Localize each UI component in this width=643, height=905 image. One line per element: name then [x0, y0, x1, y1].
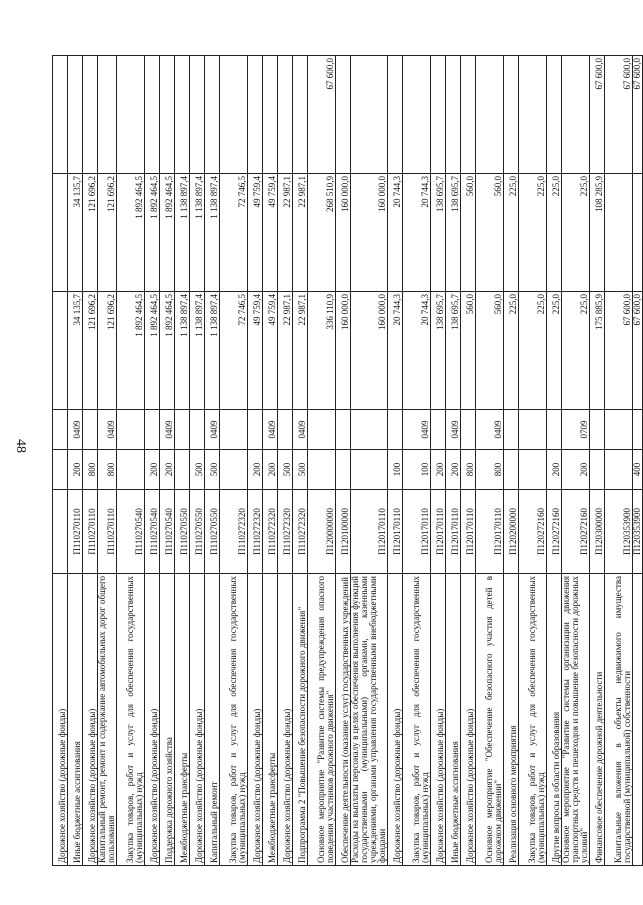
row-name-cell: Закупка товаров, работ и услуг для обеспечения государственных (муниципальных) нужд	[403, 574, 431, 866]
expense-type-cell: 800	[98, 450, 117, 490]
total-amount-cell: 121 696,2	[83, 292, 98, 410]
amount-col3-cell	[476, 56, 504, 174]
expense-type-cell	[590, 450, 605, 490]
section-code-cell	[461, 410, 476, 450]
total-amount-cell: 22 987,1	[278, 292, 293, 410]
target-article-cell: П110270550	[190, 490, 205, 574]
total-amount-cell: 1 892 464,5	[117, 292, 145, 410]
budget-table	[52, 55, 643, 866]
target-article-cell: П120170110	[403, 490, 431, 574]
table-row	[220, 56, 248, 866]
target-article-cell: П120353900	[605, 490, 633, 574]
table-row	[547, 56, 562, 866]
expense-type-cell: 500	[205, 450, 220, 490]
amount-col3-cell	[388, 56, 403, 174]
total-amount-cell: 225,0	[547, 292, 562, 410]
target-article-cell: П110272320	[263, 490, 278, 574]
amount-col2-cell: 20 744,3	[403, 174, 431, 292]
row-name-cell: Расходы на выплаты персоналу в целях обеспечения выполнения функций государственными (муниципальными) органами, казенными учреждениями, органами управления государственными внебюджетными фондами	[351, 574, 388, 866]
expense-type-cell: 500	[293, 450, 308, 490]
amount-col2-cell: 72 746,5	[220, 174, 248, 292]
expense-type-cell	[351, 450, 388, 490]
target-article-cell: П110272320	[248, 490, 263, 574]
amount-col2-cell: 20 744,3	[388, 174, 403, 292]
table-row	[605, 56, 633, 866]
row-name-cell: Поддержка дорожного хозяйства	[160, 574, 175, 866]
total-amount-cell: 1 892 464,5	[160, 292, 175, 410]
target-article-cell: П110270540	[145, 490, 160, 574]
section-code-cell: 0709	[562, 410, 590, 450]
amount-col3-cell	[83, 56, 98, 174]
table-row	[83, 56, 98, 866]
table-row	[476, 56, 504, 866]
expense-type-cell: 200	[263, 450, 278, 490]
target-article-cell: П120272160	[547, 490, 562, 574]
expense-type-cell: 200	[547, 450, 562, 490]
amount-col2-cell	[605, 174, 633, 292]
row-name-cell: Капитальный ремонт, ремонт и содержание автомобильных дорог общего пользования	[98, 574, 117, 866]
row-name-cell: Закупка товаров, работ и услуг для обеспечения государственных (муниципальных) нужд	[220, 574, 248, 866]
expense-type-cell	[605, 450, 633, 490]
amount-col2-cell	[53, 174, 68, 292]
amount-col3-cell	[98, 56, 117, 174]
amount-col2-cell: 1 138 897,4	[175, 174, 190, 292]
amount-col2-cell: 1 138 897,4	[205, 174, 220, 292]
table-row	[160, 56, 175, 866]
table-row	[98, 56, 117, 866]
expense-type-cell	[53, 450, 68, 490]
table-row	[205, 56, 220, 866]
total-amount-cell: 160 000,0	[336, 292, 351, 410]
expense-type-cell	[308, 450, 336, 490]
row-name-cell: Капитальные вложения в объекты недвижимого имущества государственной (муниципальной) собственности	[605, 574, 633, 866]
amount-col2-cell: 225,0	[547, 174, 562, 292]
row-name-cell: Реализация основного мероприятия	[504, 574, 519, 866]
target-article-cell: П110270540	[117, 490, 145, 574]
target-article-cell: П110270110	[98, 490, 117, 574]
total-amount-cell: 67 600,0	[633, 292, 643, 410]
section-code-cell	[117, 410, 145, 450]
target-article-cell: П110270550	[205, 490, 220, 574]
total-amount-cell: 34 135,7	[68, 292, 83, 410]
expense-type-cell: 200	[145, 450, 160, 490]
table-row	[53, 56, 68, 866]
expense-type-cell: 200	[248, 450, 263, 490]
section-code-cell: 0409	[160, 410, 175, 450]
amount-col3-cell	[446, 56, 461, 174]
target-article-cell: П110272320	[278, 490, 293, 574]
total-amount-cell: 67 600,0	[605, 292, 633, 410]
target-article-cell: П120200000	[504, 490, 519, 574]
row-name-cell: Финансовое обеспечение дорожной деятельности	[590, 574, 605, 866]
total-amount-cell: 1 138 897,4	[190, 292, 205, 410]
expense-type-cell: 100	[388, 450, 403, 490]
section-code-cell: 0409	[205, 410, 220, 450]
row-name-cell: Дорожное хозяйство (дорожные фонды)	[190, 574, 205, 866]
section-code-cell: 0409	[403, 410, 431, 450]
section-code-cell: 0409	[263, 410, 278, 450]
table-row	[278, 56, 293, 866]
table-row	[293, 56, 308, 866]
total-amount-cell: 138 695,7	[431, 292, 446, 410]
section-code-cell	[504, 410, 519, 450]
table-row	[175, 56, 190, 866]
row-name-cell: Обеспечение деятельности (оказание услуг) государственных учреждений	[336, 574, 351, 866]
total-amount-cell: 49 759,4	[248, 292, 263, 410]
row-name-cell: Дорожное хозяйство (дорожные фонды)	[248, 574, 263, 866]
expense-type-cell: 500	[278, 450, 293, 490]
section-code-cell: 0409	[293, 410, 308, 450]
target-article-cell: П120272160	[562, 490, 590, 574]
expense-type-cell: 200	[431, 450, 446, 490]
table-row	[446, 56, 461, 866]
table-row	[431, 56, 446, 866]
expense-type-cell: 200	[160, 450, 175, 490]
row-name-cell: Дорожное хозяйство (дорожные фонды)	[461, 574, 476, 866]
section-code-cell	[175, 410, 190, 450]
total-amount-cell: 121 696,2	[98, 292, 117, 410]
section-code-cell	[145, 410, 160, 450]
expense-type-cell	[519, 450, 547, 490]
expense-type-cell	[336, 450, 351, 490]
table-row	[562, 56, 590, 866]
row-name-cell: Иные бюджетные ассигнования	[68, 574, 83, 866]
amount-col3-cell	[160, 56, 175, 174]
target-article-cell: П120170110	[461, 490, 476, 574]
amount-col2-cell: 160 000,0	[351, 174, 388, 292]
expense-type-cell: 100	[403, 450, 431, 490]
section-code-cell	[547, 410, 562, 450]
table-row	[403, 56, 431, 866]
table-body	[53, 56, 643, 866]
amount-col3-cell	[547, 56, 562, 174]
row-name-cell	[633, 574, 643, 866]
section-code-cell	[248, 410, 263, 450]
expense-type-cell: 200	[68, 450, 83, 490]
expense-type-cell: 800	[461, 450, 476, 490]
total-amount-cell	[53, 292, 68, 410]
amount-col2-cell: 108 285,9	[590, 174, 605, 292]
amount-col2-cell: 225,0	[504, 174, 519, 292]
total-amount-cell: 72 746,5	[220, 292, 248, 410]
amount-col3-cell	[220, 56, 248, 174]
row-name-cell: Закупка товаров, работ и услуг для обеспечения государственных (муниципальных) нужд	[519, 574, 547, 866]
row-name-cell: Основное мероприятие "Развитие системы предупреждения опасного поведения участников дорожного движения"	[308, 574, 336, 866]
expense-type-cell	[220, 450, 248, 490]
section-code-cell	[388, 410, 403, 450]
amount-col3-cell	[336, 56, 351, 174]
total-amount-cell: 138 695,7	[446, 292, 461, 410]
total-amount-cell: 560,0	[476, 292, 504, 410]
total-amount-cell: 1 138 897,4	[205, 292, 220, 410]
target-article-cell: П120300000	[590, 490, 605, 574]
expense-type-cell: 800	[83, 450, 98, 490]
section-code-cell	[308, 410, 336, 450]
amount-col3-cell	[145, 56, 160, 174]
row-name-cell: Дорожное хозяйство (дорожные фонды)	[145, 574, 160, 866]
row-name-cell: Дорожное хозяйство (дорожные фонды)	[388, 574, 403, 866]
amount-col2-cell: 268 510,9	[308, 174, 336, 292]
table-row	[190, 56, 205, 866]
amount-col3-cell	[53, 56, 68, 174]
total-amount-cell: 560,0	[461, 292, 476, 410]
table-row	[504, 56, 519, 866]
total-amount-cell: 336 110,9	[308, 292, 336, 410]
table-row	[68, 56, 83, 866]
table-row	[308, 56, 336, 866]
target-article-cell	[53, 490, 68, 574]
amount-col2-cell: 22 987,1	[293, 174, 308, 292]
section-code-cell	[190, 410, 205, 450]
table-row	[590, 56, 605, 866]
amount-col3-cell	[562, 56, 590, 174]
total-amount-cell: 160 000,0	[351, 292, 388, 410]
row-name-cell: Дорожное хозяйство (дорожные фонды)	[83, 574, 98, 866]
table-row	[633, 56, 643, 866]
target-article-cell: П120170110	[446, 490, 461, 574]
amount-col3-cell	[205, 56, 220, 174]
section-code-cell	[590, 410, 605, 450]
table-row	[248, 56, 263, 866]
target-article-cell: П110270550	[175, 490, 190, 574]
amount-col3-cell	[190, 56, 205, 174]
table-row	[461, 56, 476, 866]
amount-col2-cell: 34 135,7	[68, 174, 83, 292]
expense-type-cell: 500	[190, 450, 205, 490]
target-article-cell: П120170110	[351, 490, 388, 574]
amount-col3-cell	[117, 56, 145, 174]
row-name-cell: Закупка товаров, работ и услуг для обеспечения государственных (муниципальных) нужд	[117, 574, 145, 866]
table-row	[519, 56, 547, 866]
amount-col2-cell: 121 696,2	[83, 174, 98, 292]
target-article-cell: П120170110	[431, 490, 446, 574]
amount-col3-cell	[68, 56, 83, 174]
expense-type-cell: 200	[446, 450, 461, 490]
table-row	[117, 56, 145, 866]
amount-col3-cell	[351, 56, 388, 174]
amount-col3-cell	[519, 56, 547, 174]
total-amount-cell: 225,0	[504, 292, 519, 410]
total-amount-cell: 1 138 897,4	[175, 292, 190, 410]
row-name-cell: Подпрограмма 2 "Повышение безопасности дорожного движения"	[293, 574, 308, 866]
section-code-cell	[351, 410, 388, 450]
amount-col2-cell: 160 000,0	[336, 174, 351, 292]
row-name-cell: Капитальный ремонт	[205, 574, 220, 866]
target-article-cell: П120170110	[388, 490, 403, 574]
amount-col2-cell: 560,0	[476, 174, 504, 292]
amount-col2-cell: 138 695,7	[446, 174, 461, 292]
expense-type-cell	[504, 450, 519, 490]
target-article-cell: П120100000	[336, 490, 351, 574]
table-row	[388, 56, 403, 866]
amount-col3-cell	[175, 56, 190, 174]
table-row	[336, 56, 351, 866]
section-code-cell: 0409	[476, 410, 504, 450]
amount-col2-cell: 121 696,2	[98, 174, 117, 292]
row-name-cell: Дорожное хозяйство (дорожные фонды)	[431, 574, 446, 866]
total-amount-cell: 20 744,3	[403, 292, 431, 410]
table-rotation-frame	[52, 56, 642, 866]
amount-col2-cell: 225,0	[562, 174, 590, 292]
total-amount-cell: 225,0	[519, 292, 547, 410]
row-name-cell: Иные бюджетные ассигнования	[446, 574, 461, 866]
expense-type-cell	[117, 450, 145, 490]
amount-col3-cell	[278, 56, 293, 174]
section-code-cell: 0409	[68, 410, 83, 450]
amount-col3-cell	[504, 56, 519, 174]
table-row	[145, 56, 160, 866]
target-article-cell: П120170110	[476, 490, 504, 574]
section-code-cell: 0409	[446, 410, 461, 450]
amount-col3-cell	[403, 56, 431, 174]
section-code-cell	[431, 410, 446, 450]
row-name-cell: Дорожное хозяйство (дорожные фонды)	[278, 574, 293, 866]
target-article-cell: П110270110	[83, 490, 98, 574]
total-amount-cell: 22 987,1	[293, 292, 308, 410]
section-code-cell	[53, 410, 68, 450]
amount-col2-cell: 138 695,7	[431, 174, 446, 292]
target-article-cell: П120272160	[519, 490, 547, 574]
target-article-cell: П120353900	[633, 490, 643, 574]
expense-type-cell: 400	[633, 450, 643, 490]
page-number: 48	[13, 439, 28, 453]
section-code-cell	[519, 410, 547, 450]
expense-type-cell: 800	[476, 450, 504, 490]
amount-col3-cell	[461, 56, 476, 174]
amount-col2-cell	[633, 174, 643, 292]
amount-col2-cell: 1 138 897,4	[190, 174, 205, 292]
amount-col2-cell: 1 892 464,5	[160, 174, 175, 292]
section-code-cell	[83, 410, 98, 450]
row-name-cell: Другие вопросы в области образования	[547, 574, 562, 866]
target-article-cell: П110270110	[68, 490, 83, 574]
amount-col3-cell: 67 600,0	[633, 56, 643, 174]
amount-col3-cell: 67 600,0	[605, 56, 633, 174]
row-name-cell: Дорожное хозяйство (дорожные фонды)	[53, 574, 68, 866]
amount-col2-cell: 49 759,4	[248, 174, 263, 292]
row-name-cell: Основное мероприятие "Развитие системы организации движения транспортных средств и пешеходов и повышение безопасности дорожных условий"	[562, 574, 590, 866]
amount-col3-cell	[263, 56, 278, 174]
row-name-cell: Межбюджетные трансферты	[263, 574, 278, 866]
total-amount-cell: 175 885,9	[590, 292, 605, 410]
amount-col2-cell: 1 892 464,5	[145, 174, 160, 292]
amount-col2-cell: 22 987,1	[278, 174, 293, 292]
table-row	[263, 56, 278, 866]
amount-col2-cell: 560,0	[461, 174, 476, 292]
table-row	[351, 56, 388, 866]
amount-col3-cell: 67 600,0	[308, 56, 336, 174]
section-code-cell: 0409	[98, 410, 117, 450]
row-name-cell: Основное мероприятие "Обеспечение безопасного участия детей в дорожном движении"	[476, 574, 504, 866]
section-code-cell	[605, 410, 633, 450]
expense-type-cell	[175, 450, 190, 490]
amount-col2-cell: 1 892 464,5	[117, 174, 145, 292]
amount-col3-cell	[248, 56, 263, 174]
expense-type-cell: 200	[562, 450, 590, 490]
total-amount-cell: 20 744,3	[388, 292, 403, 410]
amount-col3-cell	[293, 56, 308, 174]
section-code-cell	[278, 410, 293, 450]
target-article-cell: П110270540	[160, 490, 175, 574]
row-name-cell: Межбюджетные трансферты	[175, 574, 190, 866]
section-code-cell	[220, 410, 248, 450]
total-amount-cell: 225,0	[562, 292, 590, 410]
total-amount-cell: 1 892 464,5	[145, 292, 160, 410]
section-code-cell	[336, 410, 351, 450]
target-article-cell: П110272320	[293, 490, 308, 574]
amount-col3-cell	[431, 56, 446, 174]
amount-col2-cell: 225,0	[519, 174, 547, 292]
amount-col2-cell: 49 759,4	[263, 174, 278, 292]
target-article-cell: П110272320	[220, 490, 248, 574]
total-amount-cell: 49 759,4	[263, 292, 278, 410]
target-article-cell: П120000000	[308, 490, 336, 574]
section-code-cell	[633, 410, 643, 450]
amount-col3-cell: 67 600,0	[590, 56, 605, 174]
